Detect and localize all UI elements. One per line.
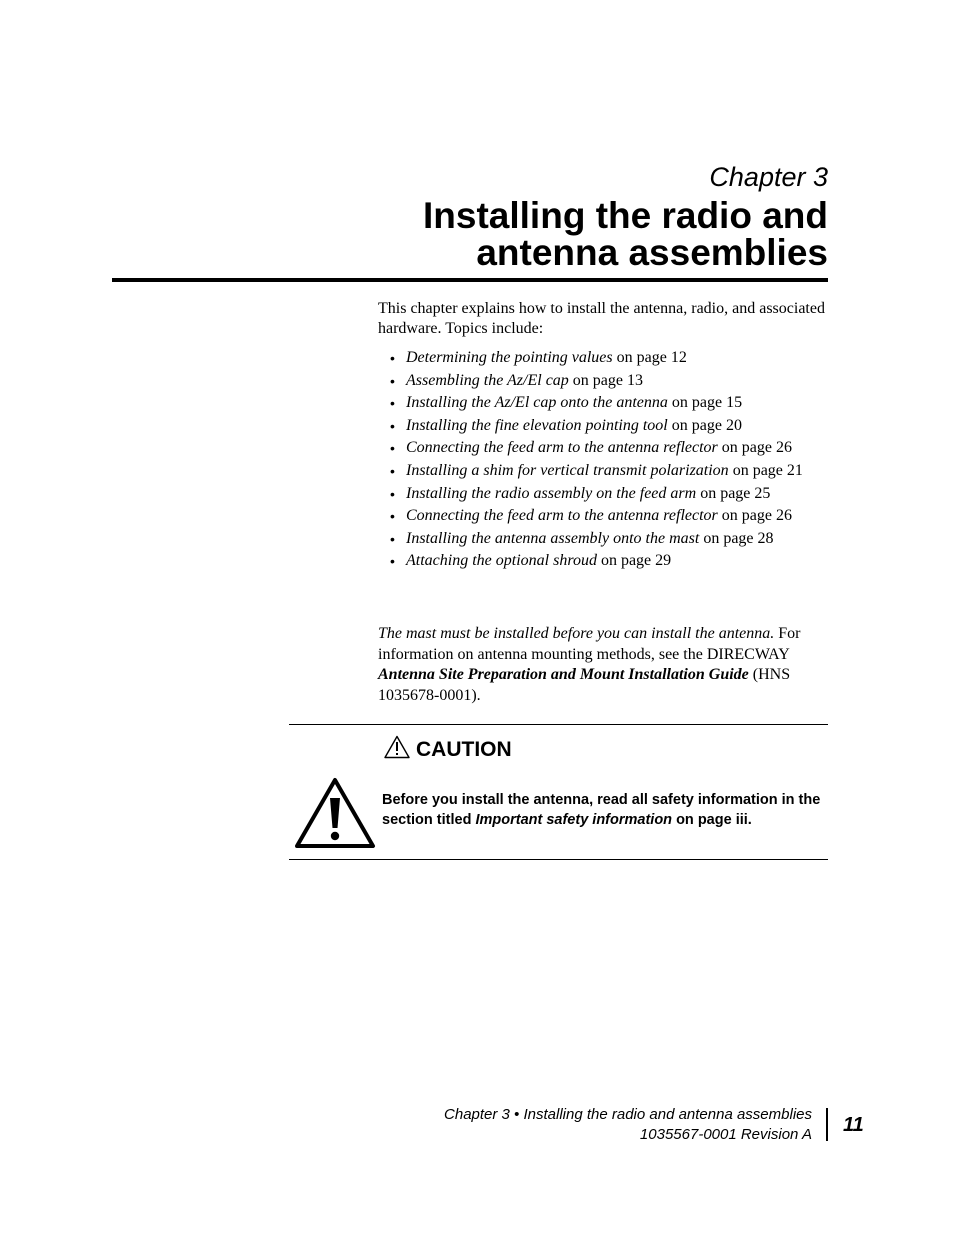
bullet-icon: • <box>390 530 395 547</box>
topic-page: on page 13 <box>568 371 643 389</box>
caution-heading-label: CAUTION <box>416 738 512 761</box>
bullet-icon: • <box>390 350 395 366</box>
topic-page: on page 12 <box>612 349 687 366</box>
topic-item <box>388 551 838 571</box>
caution-top-rule <box>289 724 828 725</box>
bullet-icon: • <box>390 372 395 389</box>
caution-bottom-rule <box>289 859 828 860</box>
page-number: 11 <box>843 1114 864 1136</box>
caution-heading <box>384 735 512 765</box>
large-warning-triangle-icon <box>293 776 377 855</box>
caution-text-before: Before you install the antenna, read all safety information in the section titled <box>382 792 821 828</box>
topics-list <box>388 348 838 574</box>
topic-item <box>388 461 838 481</box>
mast-note-text: For information on antenna mounting methods, see the DIRECWAY <box>378 625 801 663</box>
footer-chapter-line: Chapter 3 • Installing the radio and antenna assemblies <box>444 1106 812 1123</box>
topic-name: Connecting the feed arm to the antenna reflector <box>406 507 718 525</box>
topic-page: on page 26 <box>717 507 792 525</box>
chapter-title-line-1: Installing the radio and <box>423 195 828 236</box>
topic-name: Connecting the feed arm to the antenna reflector <box>406 439 718 457</box>
footer-revision-line: 1035567-0001 Revision A <box>639 1126 812 1143</box>
topic-page: on page 25 <box>696 484 771 502</box>
bullet-icon: • <box>390 508 395 525</box>
bullet-icon: • <box>390 395 395 412</box>
bullet-icon: • <box>390 440 395 457</box>
topic-name: Assembling the Az/El cap <box>406 371 569 389</box>
topic-page: on page 21 <box>728 461 803 479</box>
topic-name: Installing the radio assembly on the feed arm <box>406 484 697 502</box>
topic-item <box>388 438 838 458</box>
topic-name: Installing the antenna assembly onto the mast <box>406 529 700 547</box>
topic-name: Installing the fine elevation pointing tool <box>406 416 668 434</box>
title-rule <box>112 278 828 282</box>
bullet-icon: • <box>390 462 395 479</box>
topic-name: Installing the Az/El cap onto the antenna <box>406 394 668 412</box>
caution-reference: Important safety information <box>475 811 673 828</box>
topic-page: on page 29 <box>596 552 672 570</box>
chapter-title <box>423 197 828 271</box>
topic-item <box>388 416 838 436</box>
intro-paragraph: This chapter explains how to install the antenna, radio, and associated hardware. Topics include: <box>378 300 825 337</box>
topic-page: on page 15 <box>667 394 743 412</box>
topic-page: on page 20 <box>667 416 742 434</box>
caution-text-after: on page iii. <box>672 811 752 828</box>
caution-text <box>382 791 828 830</box>
topic-item <box>388 371 838 391</box>
topic-page: on page 26 <box>717 439 792 457</box>
mast-note-paragraph <box>378 624 828 706</box>
guide-number: (HNS 1035678-0001). <box>378 666 791 704</box>
bullet-icon: • <box>390 417 395 434</box>
topic-name: Installing a shim for vertical transmit polarization <box>406 461 729 479</box>
bullet-icon: • <box>390 553 395 570</box>
topic-item <box>388 393 838 413</box>
footer <box>444 1105 812 1145</box>
topic-name: Determining the pointing values <box>406 349 613 366</box>
topic-item <box>388 529 838 549</box>
warning-triangle-icon <box>384 735 410 765</box>
chapter-title-line-2: antenna assemblies <box>476 232 828 273</box>
mast-note-italic: The mast must be installed before you can install the antenna. <box>378 625 775 642</box>
topic-item <box>388 506 838 526</box>
topic-page: on page 28 <box>699 529 774 547</box>
topic-item <box>388 484 838 504</box>
footer-rule <box>826 1108 828 1141</box>
bullet-icon: • <box>390 485 395 502</box>
topic-item <box>388 348 838 368</box>
guide-title: Antenna Site Preparation and Mount Installation Guide <box>378 666 749 683</box>
chapter-label: Chapter 3 <box>709 162 828 192</box>
topic-name: Attaching the optional shroud <box>406 552 597 570</box>
